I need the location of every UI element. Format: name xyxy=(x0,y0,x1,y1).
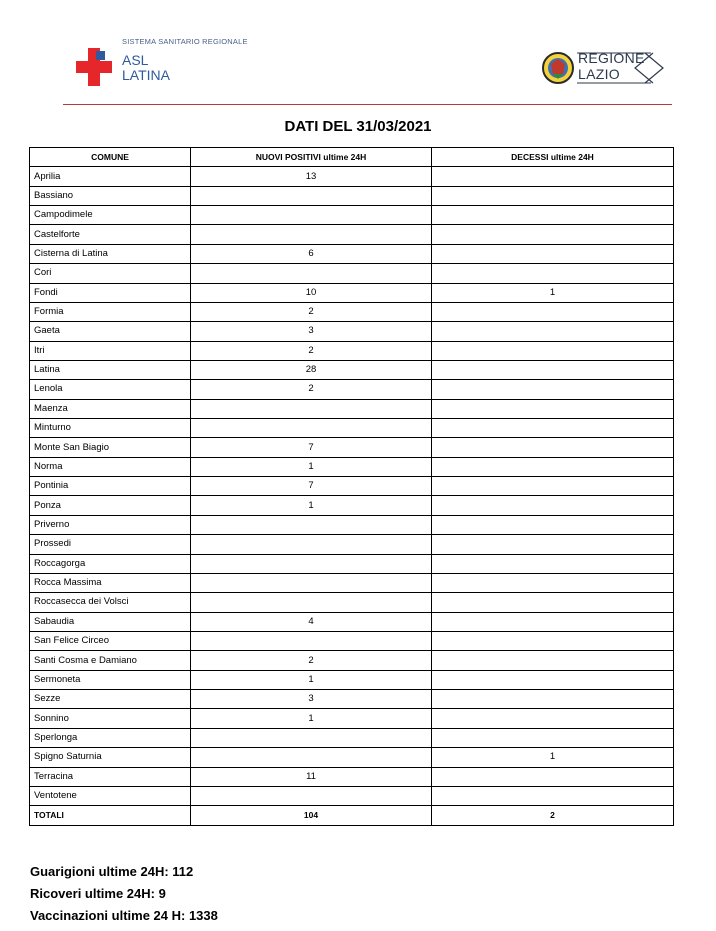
table-row xyxy=(30,341,674,360)
cell-nuovi-positivi: 1 xyxy=(191,457,432,476)
totals-row xyxy=(30,806,674,825)
cell-nuovi-positivi xyxy=(191,186,432,205)
cell-decessi xyxy=(432,244,674,263)
cell-decessi xyxy=(432,728,674,747)
cell-decessi xyxy=(432,709,674,728)
asl-name-line1: ASL xyxy=(122,52,149,68)
cell-nuovi-positivi xyxy=(191,593,432,612)
cell-nuovi-positivi xyxy=(191,728,432,747)
cell-decessi xyxy=(432,651,674,670)
cell-comune: Spigno Saturnia xyxy=(30,748,191,767)
table-row xyxy=(30,206,674,225)
cell-comune: Terracina xyxy=(30,767,191,786)
table-row xyxy=(30,554,674,573)
table-row xyxy=(30,264,674,283)
cell-nuovi-positivi xyxy=(191,573,432,592)
table-row xyxy=(30,438,674,457)
cell-comune: Bassiano xyxy=(30,186,191,205)
cell-comune: Lenola xyxy=(30,380,191,399)
cell-decessi xyxy=(432,419,674,438)
cell-nuovi-positivi: 7 xyxy=(191,477,432,496)
cell-decessi: 1 xyxy=(432,283,674,302)
cell-decessi xyxy=(432,457,674,476)
lazio-line1: REGIONE xyxy=(578,50,645,66)
cell-nuovi-positivi: 28 xyxy=(191,360,432,379)
cell-comune: Sezze xyxy=(30,690,191,709)
lazio-line2: LAZIO xyxy=(578,66,620,82)
cell-nuovi-positivi xyxy=(191,419,432,438)
cell-comune: Sonnino xyxy=(30,709,191,728)
cell-decessi xyxy=(432,612,674,631)
cell-comune: Aprilia xyxy=(30,167,191,186)
cell-nuovi-positivi xyxy=(191,206,432,225)
cell-nuovi-positivi xyxy=(191,225,432,244)
cell-decessi xyxy=(432,767,674,786)
cell-comune: Priverno xyxy=(30,515,191,534)
table-row xyxy=(30,244,674,263)
asl-subtitle: SISTEMA SANITARIO REGIONALE xyxy=(122,37,248,46)
summary-ricoveri: Ricoveri ultime 24H: 9 xyxy=(30,886,166,901)
table-row xyxy=(30,322,674,341)
cell-decessi xyxy=(432,631,674,650)
table-row xyxy=(30,535,674,554)
cell-decessi xyxy=(432,496,674,515)
cell-comune: Sabaudia xyxy=(30,612,191,631)
table-row xyxy=(30,593,674,612)
cell-nuovi-positivi: 7 xyxy=(191,438,432,457)
cell-nuovi-positivi xyxy=(191,786,432,805)
cell-comune: Cori xyxy=(30,264,191,283)
cell-nuovi-positivi: 10 xyxy=(191,283,432,302)
table-row xyxy=(30,728,674,747)
cell-decessi: 1 xyxy=(432,748,674,767)
table-row xyxy=(30,283,674,302)
page-title: DATI DEL 31/03/2021 xyxy=(284,118,432,135)
cell-nuovi-positivi: 3 xyxy=(191,690,432,709)
cell-comune: Santi Cosma e Damiano xyxy=(30,651,191,670)
cell-decessi xyxy=(432,167,674,186)
table-row xyxy=(30,186,674,205)
table-row xyxy=(30,631,674,650)
table-row xyxy=(30,302,674,321)
cell-comune: Campodimele xyxy=(30,206,191,225)
cell-nuovi-positivi: 13 xyxy=(191,167,432,186)
cell-comune: Roccasecca dei Volsci xyxy=(30,593,191,612)
table-row xyxy=(30,457,674,476)
cell-comune: Ventotene xyxy=(30,786,191,805)
cell-nuovi-positivi: 11 xyxy=(191,767,432,786)
table-row xyxy=(30,419,674,438)
cell-decessi xyxy=(432,535,674,554)
table-row xyxy=(30,709,674,728)
cell-nuovi-positivi: 2 xyxy=(191,380,432,399)
cell-decessi xyxy=(432,186,674,205)
cell-nuovi-positivi xyxy=(191,264,432,283)
cell-comune: Roccagorga xyxy=(30,554,191,573)
cell-comune: Minturno xyxy=(30,419,191,438)
column-header-decessi: DECESSI ultime 24H xyxy=(432,148,674,167)
cell-nuovi-positivi: 4 xyxy=(191,612,432,631)
total-comune: TOTALI xyxy=(30,806,191,825)
cell-comune: Itri xyxy=(30,341,191,360)
asl-cross-logo xyxy=(76,48,112,86)
table-row xyxy=(30,515,674,534)
cell-decessi xyxy=(432,515,674,534)
cell-decessi xyxy=(432,206,674,225)
cell-comune: San Felice Circeo xyxy=(30,631,191,650)
cell-nuovi-positivi: 1 xyxy=(191,709,432,728)
cell-nuovi-positivi: 1 xyxy=(191,670,432,689)
cell-comune: Pontinia xyxy=(30,477,191,496)
cell-comune: Latina xyxy=(30,360,191,379)
cell-nuovi-positivi xyxy=(191,748,432,767)
cell-comune: Rocca Massima xyxy=(30,573,191,592)
table-row xyxy=(30,748,674,767)
header-divider xyxy=(63,104,672,105)
table-row xyxy=(30,690,674,709)
regione-lazio-name xyxy=(578,50,645,82)
table-row xyxy=(30,612,674,631)
cell-comune: Formia xyxy=(30,302,191,321)
cell-decessi xyxy=(432,786,674,805)
table-row xyxy=(30,360,674,379)
cell-decessi xyxy=(432,690,674,709)
cell-decessi xyxy=(432,554,674,573)
cell-decessi xyxy=(432,360,674,379)
summary-guarigioni: Guarigioni ultime 24H: 112 xyxy=(30,864,194,879)
cell-nuovi-positivi: 2 xyxy=(191,341,432,360)
table-row xyxy=(30,225,674,244)
cell-comune: Norma xyxy=(30,457,191,476)
asl-name-line2: LATINA xyxy=(122,67,170,83)
cell-comune: Monte San Biagio xyxy=(30,438,191,457)
column-header-comune: COMUNE xyxy=(30,148,191,167)
cell-nuovi-positivi xyxy=(191,399,432,418)
cell-decessi xyxy=(432,225,674,244)
cell-comune: Gaeta xyxy=(30,322,191,341)
cell-nuovi-positivi: 2 xyxy=(191,302,432,321)
cell-decessi xyxy=(432,302,674,321)
cell-comune: Fondi xyxy=(30,283,191,302)
cell-nuovi-positivi: 2 xyxy=(191,651,432,670)
cell-nuovi-positivi xyxy=(191,515,432,534)
cell-nuovi-positivi xyxy=(191,631,432,650)
cell-nuovi-positivi xyxy=(191,554,432,573)
cell-comune: Maenza xyxy=(30,399,191,418)
cell-comune: Cisterna di Latina xyxy=(30,244,191,263)
cell-decessi xyxy=(432,477,674,496)
table-header-row xyxy=(30,148,674,167)
table-row xyxy=(30,380,674,399)
cell-comune: Sperlonga xyxy=(30,728,191,747)
cell-comune: Sermoneta xyxy=(30,670,191,689)
column-header-nuovi-positivi: NUOVI POSITIVI ultime 24H xyxy=(191,148,432,167)
table-row xyxy=(30,496,674,515)
asl-name xyxy=(122,53,170,83)
table-row xyxy=(30,651,674,670)
cell-nuovi-positivi: 6 xyxy=(191,244,432,263)
cell-comune: Ponza xyxy=(30,496,191,515)
total-decessi: 2 xyxy=(432,806,674,825)
table-row xyxy=(30,573,674,592)
table-row xyxy=(30,670,674,689)
table-row xyxy=(30,767,674,786)
cell-nuovi-positivi: 3 xyxy=(191,322,432,341)
table-row xyxy=(30,477,674,496)
cell-decessi xyxy=(432,341,674,360)
cell-decessi xyxy=(432,264,674,283)
table-row xyxy=(30,399,674,418)
data-table xyxy=(29,147,674,826)
cell-comune: Castelforte xyxy=(30,225,191,244)
cell-nuovi-positivi: 1 xyxy=(191,496,432,515)
cell-decessi xyxy=(432,399,674,418)
summary-vaccinazioni: Vaccinazioni ultime 24 H: 1338 xyxy=(30,908,218,923)
cell-decessi xyxy=(432,322,674,341)
table-row xyxy=(30,786,674,805)
total-nuovi-positivi: 104 xyxy=(191,806,432,825)
cell-nuovi-positivi xyxy=(191,535,432,554)
table-row xyxy=(30,167,674,186)
cell-decessi xyxy=(432,670,674,689)
cell-decessi xyxy=(432,438,674,457)
cell-decessi xyxy=(432,593,674,612)
cell-decessi xyxy=(432,573,674,592)
cell-decessi xyxy=(432,380,674,399)
cell-comune: Prossedi xyxy=(30,535,191,554)
